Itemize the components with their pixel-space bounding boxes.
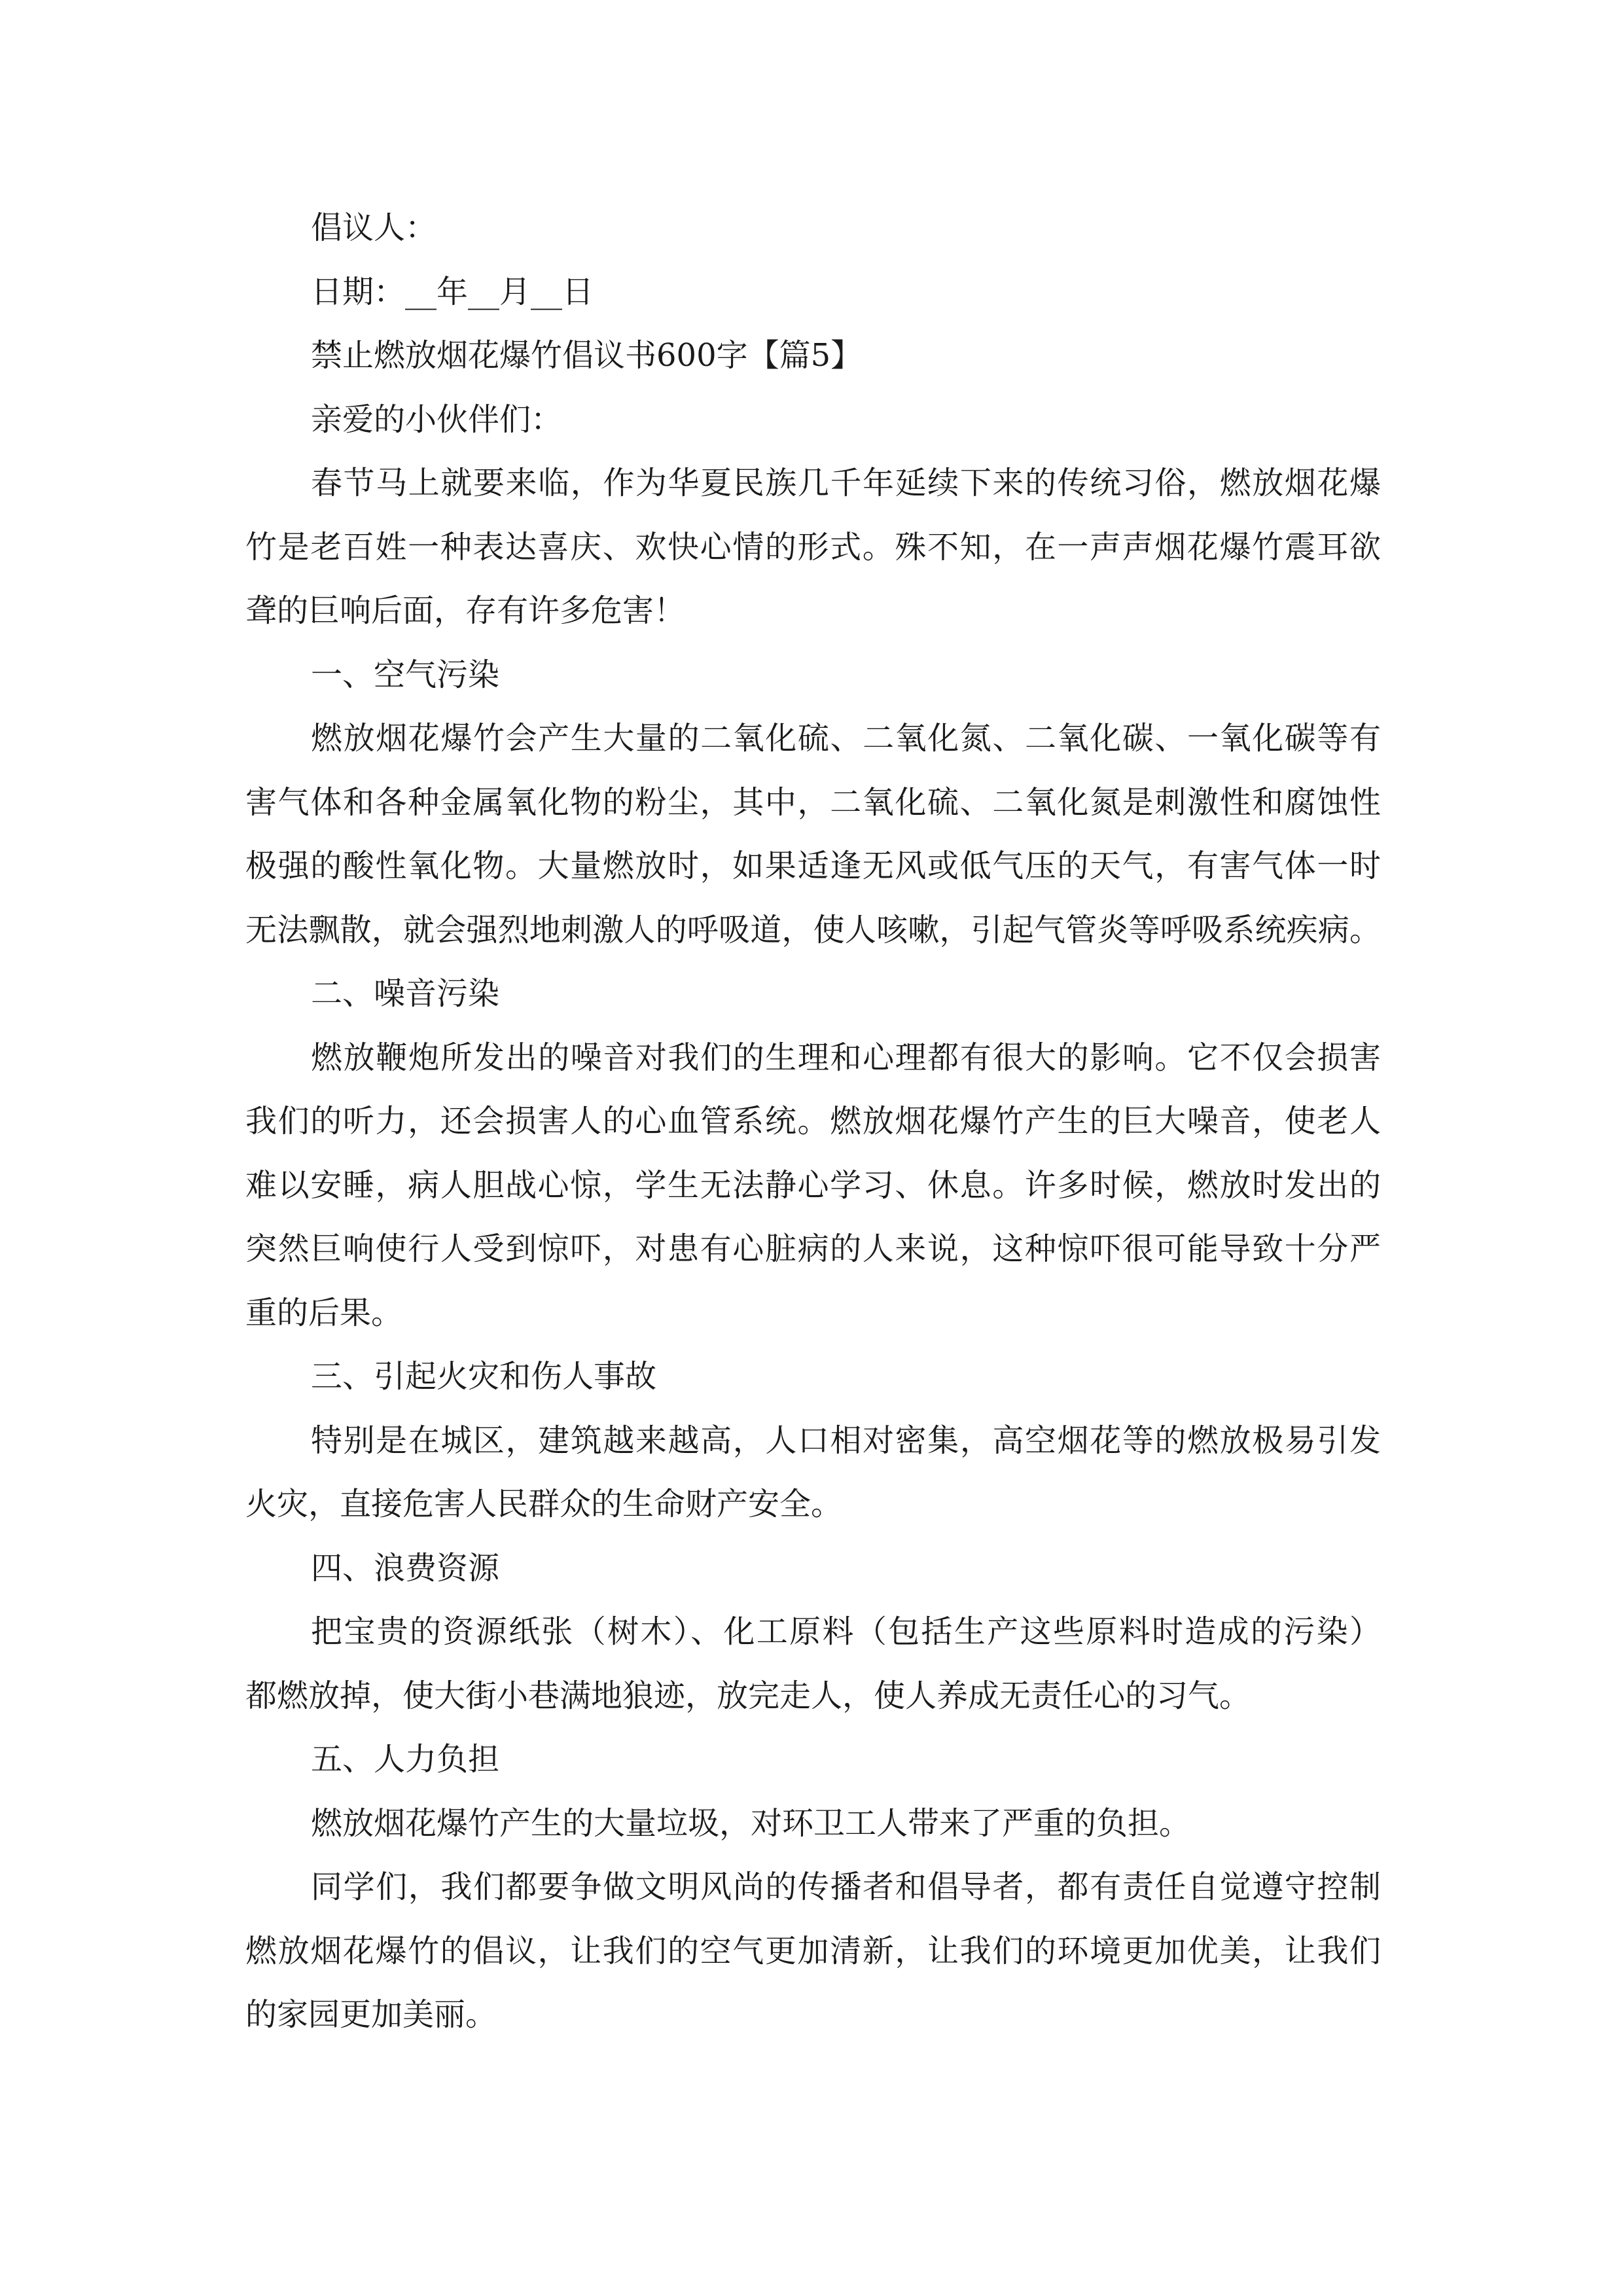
item3-line: 特别是在城区，建筑越来越高，人口相对密集，高空烟花等的燃放极易引发 bbox=[311, 1422, 1381, 1459]
item2-line: 重的后果。 bbox=[245, 1294, 403, 1331]
item1-heading: 一、空气污染 bbox=[311, 656, 500, 693]
signatory-label: 倡议人： bbox=[311, 209, 437, 246]
item3-heading: 三、引起火灾和伤人事故 bbox=[311, 1358, 657, 1395]
document-page bbox=[245, 196, 1381, 2047]
closing-line: 的家园更加美丽。 bbox=[245, 1996, 497, 2033]
salutation: 亲爱的小伙伴们： bbox=[311, 401, 563, 438]
section-title: 禁止燃放烟花爆竹倡议书600字【篇5】 bbox=[311, 337, 863, 374]
intro-line: 竹是老百姓一种表达喜庆、欢快心情的形式。殊不知，在一声声烟花爆竹震耳欲 bbox=[245, 528, 1381, 565]
item5-heading: 五、人力负担 bbox=[311, 1741, 500, 1778]
item5-line: 燃放烟花爆竹产生的大量垃圾，对环卫工人带来了严重的负担。 bbox=[311, 1804, 1191, 1842]
item4-heading: 四、浪费资源 bbox=[311, 1549, 500, 1587]
item2-line: 我们的听力，还会损害人的心血管系统。燃放烟花爆竹产生的巨大噪音，使老人 bbox=[245, 1103, 1381, 1139]
item1-line: 燃放烟花爆竹会产生大量的二氧化硫、二氧化氮、二氧化碳、一氧化碳等有 bbox=[311, 720, 1381, 757]
item4-line: 都燃放掉，使大街小巷满地狼迹，放完走人，使人养成无责任心的习气。 bbox=[245, 1677, 1251, 1714]
item3-line: 火灾，直接危害人民群众的生命财产安全。 bbox=[245, 1486, 843, 1522]
item1-line: 害气体和各种金属氧化物的粉尘，其中，二氧化硫、二氧化氮是刺激性和腐蚀性 bbox=[245, 783, 1381, 821]
closing-line: 燃放烟花爆竹的倡议，让我们的空气更加清新，让我们的环境更加优美，让我们 bbox=[245, 1932, 1381, 1969]
date-line: 日期：__年__月__日 bbox=[311, 273, 594, 310]
closing-line: 同学们，我们都要争做文明风尚的传播者和倡导者，都有责任自觉遵守控制 bbox=[311, 1869, 1381, 1905]
item1-line: 极强的酸性氧化物。大量燃放时，如果适逢无风或低气压的天气，有害气体一时 bbox=[245, 848, 1381, 884]
item4-line: 把宝贵的资源纸张（树木）、化工原料（包括生产这些原料时造成的污染） bbox=[311, 1613, 1381, 1650]
item1-line: 无法飘散，就会强烈地刺激人的呼吸道，使人咳嗽，引起气管炎等呼吸系统疾病。 bbox=[245, 911, 1381, 948]
item2-line: 突然巨响使行人受到惊吓，对患有心脏病的人来说，这种惊吓很可能导致十分严 bbox=[245, 1230, 1381, 1267]
intro-line: 聋的巨响后面，存有许多危害！ bbox=[245, 592, 686, 629]
item2-heading: 二、噪音污染 bbox=[311, 975, 500, 1012]
item2-line: 燃放鞭炮所发出的噪音对我们的生理和心理都有很大的影响。它不仅会损害 bbox=[311, 1039, 1381, 1076]
intro-line: 春节马上就要来临，作为华夏民族几千年延续下来的传统习俗，燃放烟花爆 bbox=[311, 465, 1381, 501]
item2-line: 难以安睡，病人胆战心惊，学生无法静心学习、休息。许多时候，燃放时发出的 bbox=[245, 1166, 1381, 1204]
